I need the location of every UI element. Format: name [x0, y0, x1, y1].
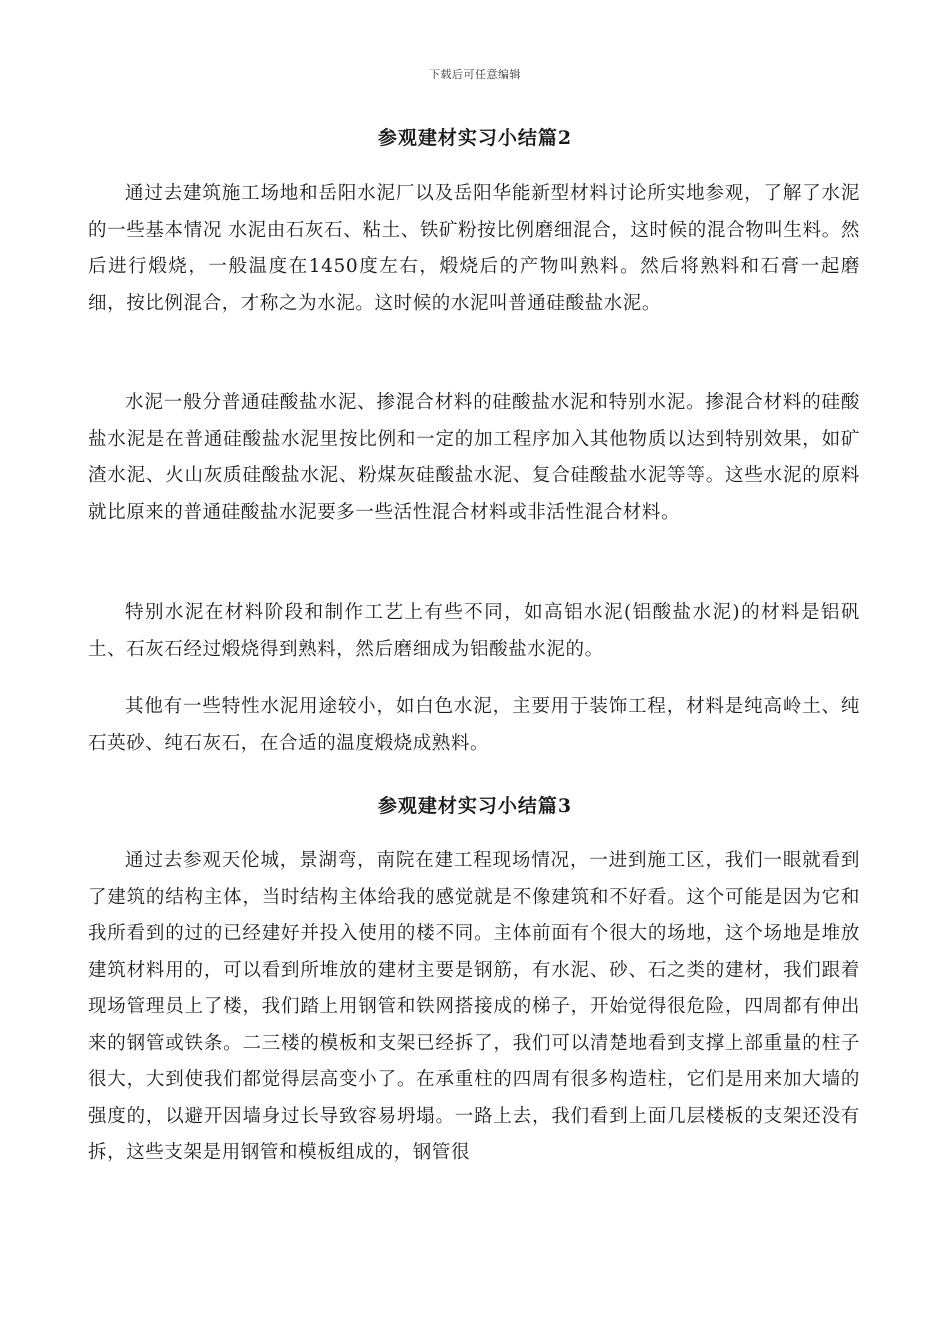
paragraph-2-4: 其他有一些特性水泥用途较小，如白色水泥，主要用于装饰工程，材料是纯高岭土、纯石英砂、纯石灰石，在合适的温度煅烧成熟料。 — [88, 696, 860, 754]
paragraph-2-1: 通过去建筑施工场地和岳阳水泥厂以及岳阳华能新型材料讨论所实地参观，了解了水泥的一些基本情况 水泥由石灰石、粘土、铁矿粉按比例磨细混合，这时候的混合物叫生料。然后进行煅烧，一般温度在1450度左右，煅烧后的产物叫熟料。然后将熟料和石膏一起磨细，按比例混合，才称之为水泥。这时候的水泥叫普通硅酸盐水泥。 — [88, 183, 860, 314]
paragraph-2-2: 水泥一般分普通硅酸盐水泥、掺混合材料的硅酸盐水泥和特别水泥。掺混合材料的硅酸盐水泥是在普通硅酸盐水泥里按比例和一定的加工程序加入其他物质以达到特别效果，如矿渣水泥、火山灰质硅酸盐水泥、粉煤灰硅酸盐水泥、复合硅酸盐水泥等等。这些水泥的原料就比原来的普通硅酸盐水泥要多一些活性混合材料或非活性混合材料。 — [88, 392, 860, 523]
section-title-2: 参观建材实习小结篇2 — [377, 127, 573, 149]
paragraph-2-3: 特别水泥在材料阶段和制作工艺上有些不同，如高铝水泥(铝酸盐水泥)的材料是铝矾土、石灰石经过煅烧得到熟料，然后磨细成为铝酸盐水泥的。 — [88, 602, 860, 660]
header-note: 下载后可任意编辑 — [429, 68, 521, 81]
paragraph-3-1: 通过去参观天伦城，景湖弯，南院在建工程现场情况，一进到施工区，我们一眼就看到了建筑的结构主体，当时结构主体给我的感觉就是不像建筑和不好看。这个可能是因为它和我所看到的过的已经建好并投入使用的楼不同。主体前面有个很大的场地，这个场地是堆放建筑材料用的，可以看到所堆放的建材主要是钢筋，有水泥、砂、石之类的建材，我们跟着现场管理员上了楼，我们踏上用钢管和铁网搭接成的梯子，开始觉得很危险，四周都有伸出来的钢管或铁条。二三楼的模板和支架已经拆了，我们可以清楚地看到支撑上部重量的柱子很大，大到使我们都觉得层高变小了。在承重柱的四周有很多构造柱，它们是用来加大墙的强度的，以避开因墙身过长导致容易坍塌。一路上去，我们看到上面几层楼板的支架还没有拆，这些支架是用钢管和模板组成的，钢管很 — [88, 850, 860, 1163]
section-title-3: 参观建材实习小结篇3 — [377, 795, 573, 817]
